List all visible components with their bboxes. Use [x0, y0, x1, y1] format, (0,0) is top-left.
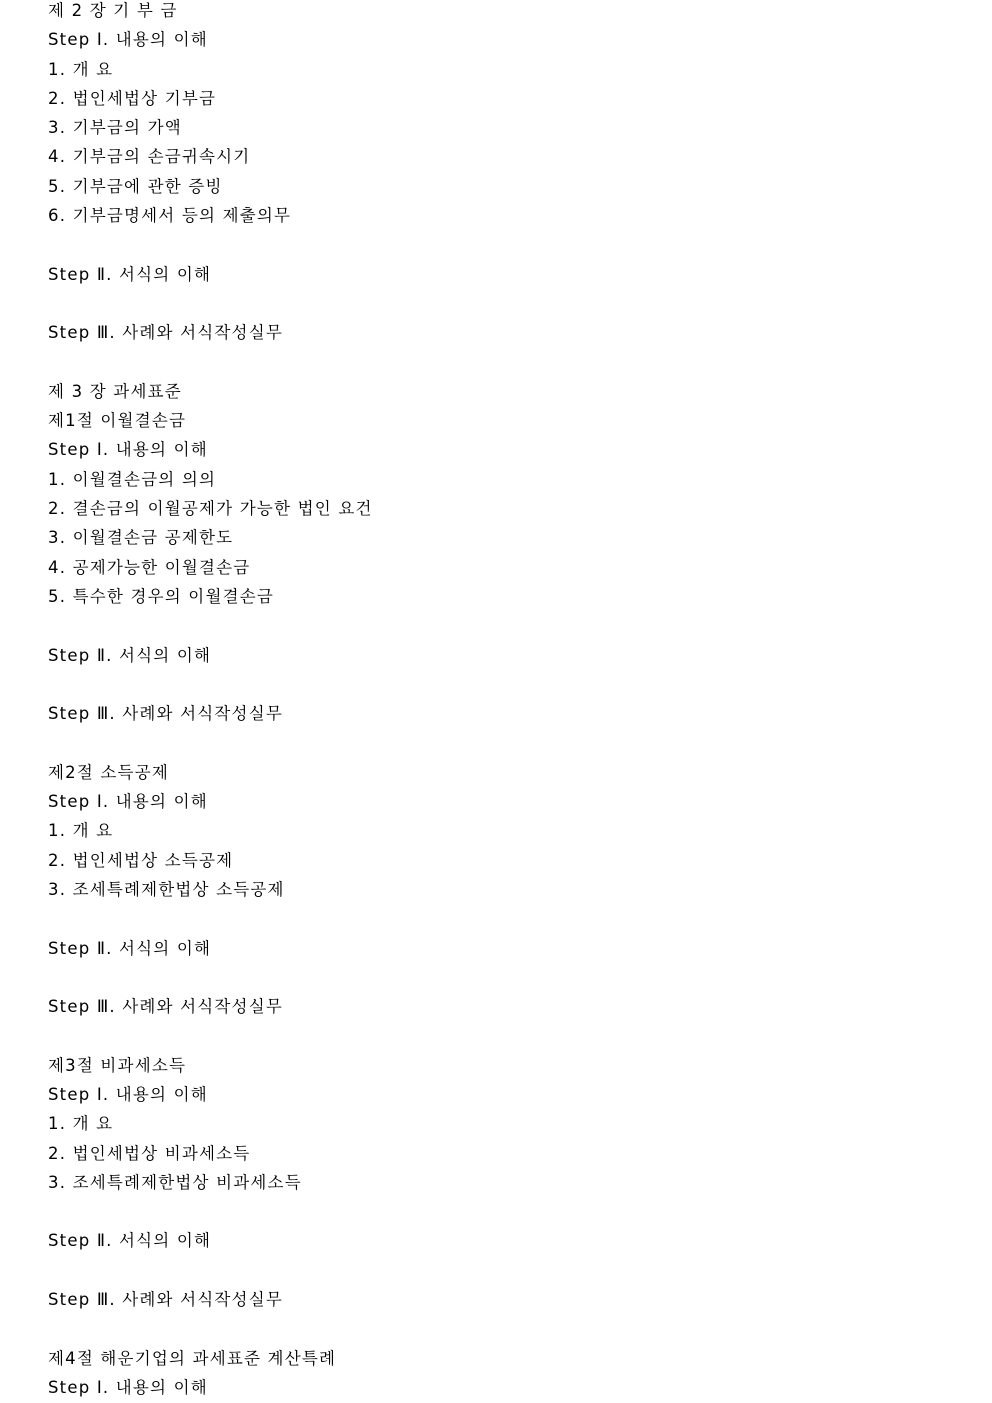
list-item: 4. 기부금의 손금귀속시기: [48, 147, 251, 167]
chapter-heading: 제 3 장 과세표준: [48, 381, 182, 401]
step-heading: Step Ⅰ. 내용의 이해: [48, 792, 208, 812]
blank-line: [48, 289, 948, 318]
section-heading: 제3절 비과세소득: [48, 1055, 187, 1075]
step-heading: Step Ⅱ. 서식의 이해: [48, 645, 212, 665]
section-heading: 제4절 해운기업의 과세표준 계산특례: [48, 1348, 337, 1368]
list-item: 1. 이월결손금의 의의: [48, 469, 217, 489]
blank-line: [48, 611, 948, 640]
list-item: 3. 기부금의 가액: [48, 118, 182, 138]
list-item: 1. 개 요: [48, 821, 114, 841]
step-heading: Step Ⅲ. 사례와 서식작성실무: [48, 1290, 283, 1310]
list-item: 2. 법인세법상 비과세소득: [48, 1143, 251, 1163]
step-heading: Step Ⅰ. 내용의 이해: [48, 30, 208, 50]
list-item: 2. 법인세법상 소득공제: [48, 850, 234, 870]
step-heading: Step Ⅲ. 사례와 서식작성실무: [48, 704, 283, 724]
list-item: 3. 이월결손금 공제한도: [48, 528, 234, 548]
step-heading: Step Ⅰ. 내용의 이해: [48, 1377, 208, 1397]
blank-line: [48, 963, 948, 992]
list-item: 3. 조세특례제한법상 소득공제: [48, 879, 285, 899]
list-item: 4. 공제가능한 이월결손금: [48, 557, 251, 577]
blank-line: [48, 670, 948, 699]
blank-line: [48, 1314, 948, 1343]
list-item: 1. 개 요: [48, 1114, 114, 1134]
blank-line: [48, 904, 948, 933]
step-heading: Step Ⅲ. 사례와 서식작성실무: [48, 997, 283, 1017]
blank-line: [48, 1256, 948, 1285]
step-heading: Step Ⅱ. 서식의 이해: [48, 1231, 212, 1251]
list-item: 2. 결손금의 이월공제가 가능한 법인 요건: [48, 499, 373, 519]
blank-line: [48, 230, 948, 259]
list-item: 2. 법인세법상 기부금: [48, 88, 217, 108]
document-text: [48, 0, 948, 1402]
chapter-heading: 제 2 장 기 부 금: [48, 1, 178, 20]
step-heading: Step Ⅰ. 내용의 이해: [48, 1084, 208, 1104]
list-item: 1. 개 요: [48, 59, 114, 79]
step-heading: Step Ⅱ. 서식의 이해: [48, 938, 212, 958]
step-heading: Step Ⅲ. 사례와 서식작성실무: [48, 323, 283, 343]
list-item: 3. 조세특례제한법상 비과세소득: [48, 1172, 302, 1192]
blank-line: [48, 1197, 948, 1226]
step-heading: Step Ⅰ. 내용의 이해: [48, 440, 208, 460]
blank-line: [48, 1021, 948, 1050]
list-item: 6. 기부금명세서 등의 제출의무: [48, 206, 292, 226]
blank-line: [48, 728, 948, 757]
list-item: 5. 기부금에 관한 증빙: [48, 176, 223, 196]
section-heading: 제1절 이월결손금: [48, 411, 187, 431]
section-heading: 제2절 소득공제: [48, 762, 169, 782]
blank-line: [48, 348, 948, 377]
step-heading: Step Ⅱ. 서식의 이해: [48, 264, 212, 284]
list-item: 5. 특수한 경우의 이월결손금: [48, 586, 275, 606]
